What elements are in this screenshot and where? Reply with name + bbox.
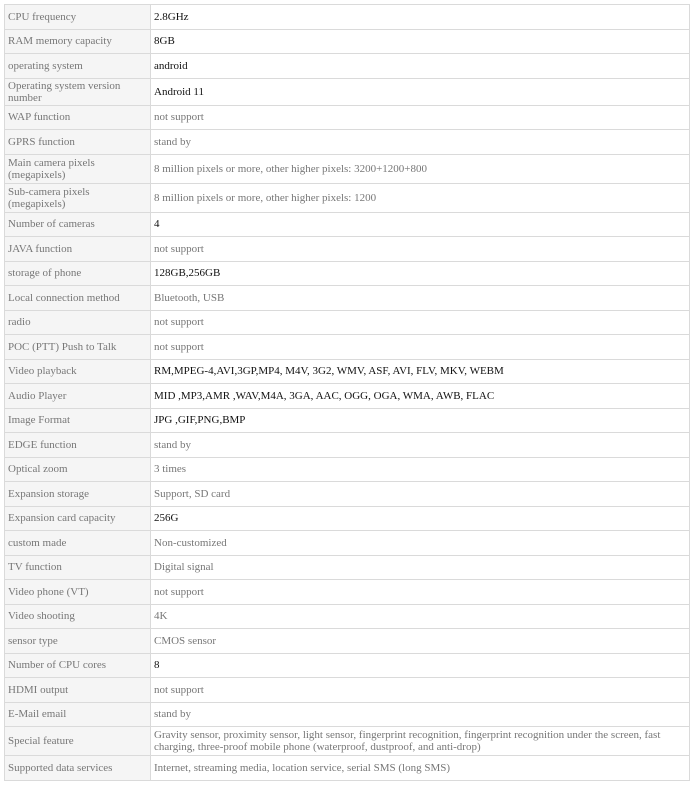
spec-value: stand by bbox=[151, 433, 690, 458]
spec-row bbox=[5, 531, 690, 556]
spec-row bbox=[5, 629, 690, 654]
spec-label: Video playback bbox=[5, 359, 151, 384]
spec-value: Digital signal bbox=[151, 555, 690, 580]
spec-value: CMOS sensor bbox=[151, 629, 690, 654]
spec-label: Expansion card capacity bbox=[5, 506, 151, 531]
spec-value: Gravity sensor, proximity sensor, light sensor, fingerprint recognition, fingerprint recognition under the screen, fast charging, three-proof mobile phone (waterproof, dustproof, and anti-drop) bbox=[151, 727, 690, 756]
spec-label: storage of phone bbox=[5, 261, 151, 286]
spec-label: Audio Player bbox=[5, 384, 151, 409]
spec-label: Image Format bbox=[5, 408, 151, 433]
spec-label: Special feature bbox=[5, 727, 151, 756]
spec-label: TV function bbox=[5, 555, 151, 580]
spec-table bbox=[4, 4, 690, 781]
spec-value: MID ,MP3,AMR ,WAV,M4A, 3GA, AAC, OGG, OGA, WMA, AWB, FLAC bbox=[151, 384, 690, 409]
spec-row bbox=[5, 580, 690, 605]
spec-row bbox=[5, 506, 690, 531]
spec-label: POC (PTT) Push to Talk bbox=[5, 335, 151, 360]
spec-value: Internet, streaming media, location service, serial SMS (long SMS) bbox=[151, 756, 690, 781]
spec-value: Support, SD card bbox=[151, 482, 690, 507]
spec-label: EDGE function bbox=[5, 433, 151, 458]
spec-row bbox=[5, 286, 690, 311]
spec-label: Number of cameras bbox=[5, 212, 151, 237]
spec-label: Number of CPU cores bbox=[5, 653, 151, 678]
spec-value: Bluetooth, USB bbox=[151, 286, 690, 311]
spec-row bbox=[5, 756, 690, 781]
spec-row bbox=[5, 105, 690, 130]
spec-row bbox=[5, 154, 690, 183]
spec-value: 128GB,256GB bbox=[151, 261, 690, 286]
spec-label: Expansion storage bbox=[5, 482, 151, 507]
spec-label: sensor type bbox=[5, 629, 151, 654]
spec-row bbox=[5, 408, 690, 433]
spec-value: not support bbox=[151, 580, 690, 605]
spec-label: E-Mail email bbox=[5, 702, 151, 727]
spec-label: Operating system version number bbox=[5, 78, 151, 105]
spec-label: Supported data services bbox=[5, 756, 151, 781]
spec-value: 4K bbox=[151, 604, 690, 629]
spec-row bbox=[5, 335, 690, 360]
spec-label: CPU frequency bbox=[5, 5, 151, 30]
spec-row bbox=[5, 237, 690, 262]
spec-label: WAP function bbox=[5, 105, 151, 130]
spec-value: not support bbox=[151, 678, 690, 703]
spec-value: 256G bbox=[151, 506, 690, 531]
spec-value: 4 bbox=[151, 212, 690, 237]
spec-row bbox=[5, 384, 690, 409]
spec-label: radio bbox=[5, 310, 151, 335]
spec-label: HDMI output bbox=[5, 678, 151, 703]
spec-table-body bbox=[5, 5, 690, 781]
spec-row bbox=[5, 183, 690, 212]
spec-row bbox=[5, 212, 690, 237]
spec-value: 2.8GHz bbox=[151, 5, 690, 30]
spec-value: 8GB bbox=[151, 29, 690, 54]
spec-row bbox=[5, 130, 690, 155]
spec-row bbox=[5, 5, 690, 30]
spec-value: not support bbox=[151, 105, 690, 130]
spec-label: Video phone (VT) bbox=[5, 580, 151, 605]
spec-row bbox=[5, 482, 690, 507]
spec-row bbox=[5, 261, 690, 286]
spec-row bbox=[5, 54, 690, 79]
spec-row bbox=[5, 457, 690, 482]
spec-row bbox=[5, 604, 690, 629]
spec-row bbox=[5, 359, 690, 384]
spec-value: 8 million pixels or more, other higher pixels: 1200 bbox=[151, 183, 690, 212]
spec-label: Optical zoom bbox=[5, 457, 151, 482]
spec-value: android bbox=[151, 54, 690, 79]
spec-value: RM,MPEG-4,AVI,3GP,MP4, M4V, 3G2, WMV, ASF, AVI, FLV, MKV, WEBM bbox=[151, 359, 690, 384]
spec-row bbox=[5, 310, 690, 335]
spec-row bbox=[5, 555, 690, 580]
spec-value: not support bbox=[151, 237, 690, 262]
spec-value: not support bbox=[151, 335, 690, 360]
spec-value: not support bbox=[151, 310, 690, 335]
spec-label: JAVA function bbox=[5, 237, 151, 262]
spec-row bbox=[5, 702, 690, 727]
spec-label: Local connection method bbox=[5, 286, 151, 311]
spec-label: operating system bbox=[5, 54, 151, 79]
spec-label: GPRS function bbox=[5, 130, 151, 155]
spec-value: stand by bbox=[151, 702, 690, 727]
spec-row bbox=[5, 29, 690, 54]
spec-row bbox=[5, 433, 690, 458]
spec-row bbox=[5, 678, 690, 703]
spec-value: 8 bbox=[151, 653, 690, 678]
spec-value: stand by bbox=[151, 130, 690, 155]
spec-label: RAM memory capacity bbox=[5, 29, 151, 54]
spec-label: custom made bbox=[5, 531, 151, 556]
spec-value: Android 11 bbox=[151, 78, 690, 105]
spec-value: Non-customized bbox=[151, 531, 690, 556]
spec-value: 3 times bbox=[151, 457, 690, 482]
spec-value: JPG ,GIF,PNG,BMP bbox=[151, 408, 690, 433]
spec-label: Main camera pixels (megapixels) bbox=[5, 154, 151, 183]
spec-row bbox=[5, 727, 690, 756]
spec-label: Video shooting bbox=[5, 604, 151, 629]
spec-label: Sub-camera pixels (megapixels) bbox=[5, 183, 151, 212]
spec-row bbox=[5, 78, 690, 105]
spec-row bbox=[5, 653, 690, 678]
spec-value: 8 million pixels or more, other higher pixels: 3200+1200+800 bbox=[151, 154, 690, 183]
